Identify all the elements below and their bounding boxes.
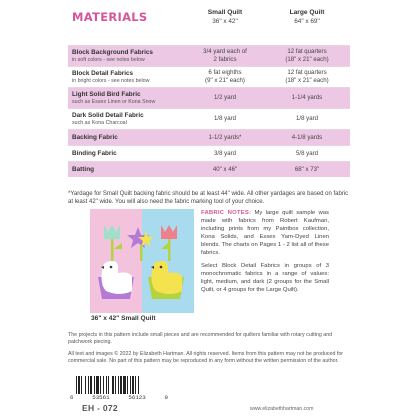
small-quilt-quantity: (9" x 21" each) bbox=[205, 77, 245, 84]
barcode-bar bbox=[90, 376, 92, 394]
large-quilt-quantity: (18" x 21" each) bbox=[285, 56, 329, 63]
barcode-bar bbox=[132, 376, 134, 394]
material-name: Light Solid Bird Fabric bbox=[72, 90, 141, 98]
large-quilt-quantity: 4-1/8 yards bbox=[291, 133, 323, 141]
barcode-bar bbox=[120, 376, 122, 394]
barcode-bar bbox=[81, 376, 82, 394]
barcode-bar bbox=[94, 376, 95, 394]
barcode-bar bbox=[130, 376, 131, 394]
material-row bbox=[68, 108, 350, 129]
small-quilt-quantity: 3/4 yard each of bbox=[203, 48, 247, 56]
materials-table bbox=[68, 7, 350, 177]
barcode-bar bbox=[78, 376, 80, 394]
barcode-bar bbox=[96, 376, 99, 394]
barcode-bar bbox=[123, 376, 126, 394]
quilt-caption: 36" x 42" Small Quilt bbox=[91, 315, 156, 322]
product-code: EH - 072 bbox=[82, 403, 118, 413]
material-name: Backing Fabric bbox=[72, 133, 118, 141]
barcode-bar bbox=[112, 376, 114, 394]
large-quilt-quantity: 12 fat quarters bbox=[287, 69, 327, 77]
barcode-bar bbox=[138, 376, 139, 394]
large-quilt-heading: Large Quilt bbox=[289, 9, 325, 16]
fabric-notes-paragraph-2: Select Block Detail Fabrics in groups of 3 monochromatic fabrics in a range of values: light, medium, and dark (2 groups for the Small Quilt, or 4 groups for the Large Quilt). bbox=[201, 262, 329, 293]
barcode bbox=[76, 376, 166, 394]
large-quilt-quantity: 12 fat quarters bbox=[287, 48, 327, 56]
small-quilt-quantity: 1/2 yard bbox=[213, 94, 237, 102]
material-name: Binding Fabric bbox=[72, 149, 117, 157]
barcode-bar bbox=[88, 376, 89, 394]
barcode-bar bbox=[103, 376, 104, 394]
material-row bbox=[68, 145, 350, 161]
material-note: such as Essex Linen or Kona Snow bbox=[72, 98, 156, 105]
barcode-bar bbox=[106, 376, 107, 394]
barcode-bar bbox=[135, 376, 136, 394]
barcode-digits bbox=[70, 394, 168, 401]
barcode-bar bbox=[108, 376, 109, 394]
barcode-bar bbox=[127, 376, 128, 394]
small-quilt-quantity: 2 fabrics bbox=[213, 56, 237, 63]
fabric-notes-paragraph-1: My large quilt sample was made with fabrics from Robert Kaufman, including prints from my Paintbox collection, Kona Solids, and Essex Yarn-Dyed Linen blends. The charts on Pages 1 - 2 list all of these fabrics. bbox=[201, 210, 329, 257]
material-row bbox=[68, 45, 350, 66]
large-quilt-quantity: 5/8 yard bbox=[295, 149, 319, 157]
quilt-figure bbox=[90, 209, 194, 325]
copyright-note: All text and images © 2022 by Elizabeth Hartman. All rights reserved. Items from this pattern may not be produced for commercial sale. No part of this pattern may be reproduced in any form without the written permission of the author. bbox=[68, 350, 344, 365]
material-note: in soft colors - see notes below bbox=[72, 56, 145, 63]
barcode-digit-3: 56123 bbox=[128, 394, 146, 401]
large-quilt-quantity: 68" x 73" bbox=[294, 165, 320, 173]
barcode-digit-2: 53561 bbox=[92, 394, 110, 401]
small-quilt-quantity: 1/8 yard bbox=[213, 115, 237, 123]
barcode-digit-1: 6 bbox=[70, 394, 74, 401]
small-quilt-size: 36" x 42" bbox=[212, 18, 238, 25]
material-note: in bright colors - see notes below bbox=[72, 77, 150, 84]
large-quilt-quantity: 1/8 yard bbox=[295, 115, 319, 123]
barcode-bar bbox=[115, 376, 116, 394]
material-row bbox=[68, 129, 350, 145]
material-name: Batting bbox=[72, 165, 95, 173]
large-quilt-quantity: 1-1/4 yards bbox=[291, 94, 323, 102]
right-tulip-stem bbox=[168, 237, 171, 261]
materials-header-row bbox=[68, 7, 350, 45]
barcode-digit-4: 9 bbox=[164, 394, 168, 401]
materials-title: MATERIALS bbox=[72, 10, 148, 24]
skill-note: The projects in this pattern include small pieces and are recommended for quilters familiar with rotary cutting and patchwork piecing. bbox=[68, 332, 333, 346]
material-row bbox=[68, 161, 350, 177]
star-flower-stem bbox=[140, 245, 143, 261]
small-quilt-illustration bbox=[90, 209, 194, 313]
barcode-bar bbox=[76, 376, 77, 394]
material-name: Block Background Fabrics bbox=[72, 48, 153, 56]
barcode-bar bbox=[100, 376, 101, 394]
small-quilt-quantity: 3/8 yard bbox=[213, 149, 237, 157]
small-quilt-quantity: 40" x 46" bbox=[212, 165, 238, 173]
material-note: such as Kona Charcoal bbox=[72, 119, 127, 126]
material-row bbox=[68, 66, 350, 87]
fabric-notes bbox=[201, 209, 329, 298]
left-tulip-stem bbox=[111, 237, 114, 261]
large-quilt-quantity: (18" x 21" each) bbox=[285, 77, 329, 84]
small-quilt-heading: Small Quilt bbox=[207, 9, 243, 16]
website: www.elizabethhartman.com bbox=[250, 406, 314, 412]
small-quilt-quantity: 1-1/2 yards* bbox=[208, 133, 242, 141]
barcode-bar bbox=[85, 376, 86, 394]
materials-rows bbox=[68, 45, 350, 177]
barcode-bar bbox=[118, 376, 119, 394]
material-name: Block Detail Fabrics bbox=[72, 69, 134, 77]
left-bird-eye bbox=[110, 266, 113, 269]
fabric-notes-label: FABRIC NOTES: bbox=[201, 210, 252, 216]
material-name: Dark Solid Detail Fabric bbox=[72, 111, 144, 119]
small-quilt-quantity: 6 fat eighths bbox=[208, 69, 242, 77]
material-row bbox=[68, 87, 350, 108]
footer-notes bbox=[68, 332, 350, 370]
large-quilt-size: 64" x 69" bbox=[294, 18, 320, 25]
right-bird-eye bbox=[160, 266, 163, 269]
yardage-footnote: *Yardage for Small Quilt backing fabric should be at least 44" wide. All other yardages are based on fabric at least 42" wide. You will also need the fabric marking tool of your choice. bbox=[68, 191, 349, 206]
